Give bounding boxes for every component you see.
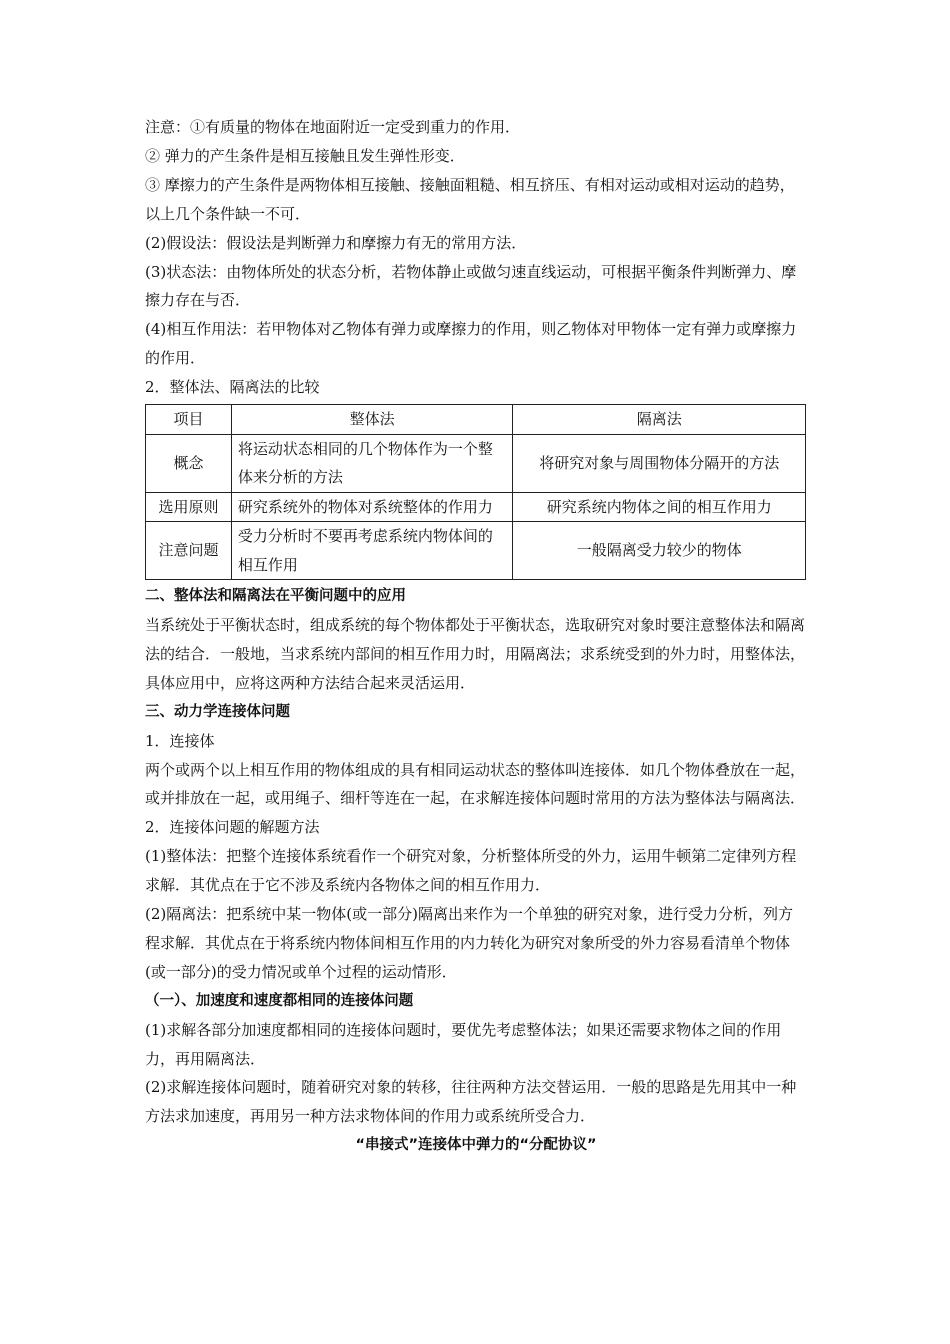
note-line-1: 注意：①有质量的物体在地面附近一定受到重力的作用． <box>145 118 521 136</box>
table-header-isolate: 隔离法 <box>513 405 806 435</box>
solution-methods-heading: 2．连接体问题的解题方法 <box>145 818 320 837</box>
comparison-table <box>145 404 806 580</box>
comparison-heading: 2．整体法、隔离法的比较 <box>145 378 320 397</box>
table-cell: 将运动状态相同的几个物体作为一个整体来分析的方法 <box>231 434 513 492</box>
table-cell: 选用原则 <box>146 492 232 522</box>
table-cell: 注意问题 <box>146 522 232 580</box>
connected-body-heading: 1．连接体 <box>145 731 215 750</box>
subsection-1-heading: （一）、加速度和速度都相同的连接体问题 <box>145 992 414 1009</box>
table-cell: 受力分析时不要再考虑系统内物体间的相互作用 <box>231 522 513 580</box>
section-2-heading: 二、整体法和隔离法在平衡问题中的应用 <box>145 588 406 605</box>
note-line-3: ③ 摩擦力的产生条件是两物体相互接触、接触面粗糙、相互挤压、有相对运动或相对运动的趋势，以上几个条件缺一不可． <box>145 175 795 223</box>
table-header-row <box>146 405 806 435</box>
table-header-item: 项目 <box>146 405 232 435</box>
table-row <box>146 492 806 522</box>
isolation-method-text: (2)隔离法：把系统中某一物体(或一部分)隔离出来作为一个单独的研究对象，进行受力分析，列方程求解．其优点在于将系统内物体间相互作用的内力转化为研究对象所受的外力容易看清单个物体(或一部分)的受力情况或单个过程的运动情形． <box>145 905 793 981</box>
center-title: “串接式”连接体中弹力的“分配协议” <box>355 1137 597 1154</box>
section-2-text: 当系统处于平衡状态时，组成系统的每个物体都处于平衡状态，选取研究对象时要注意整体法和隔离法的结合．一般地，当求系统内部间的相互作用力时，用隔离法；求系统受到的外力时，用整体法，具体应用中，应将这两种方法结合起来灵活运用． <box>145 615 806 692</box>
table-cell: 一般隔离受力较少的物体 <box>513 522 806 580</box>
note-line-2: ② 弹力的产生条件是相互接触且发生弹性形变． <box>145 146 465 165</box>
table-row <box>146 522 806 580</box>
table-cell: 研究系统外的物体对系统整体的作用力 <box>231 492 513 522</box>
subsection-1-p1: (1)求解各部分加速度都相同的连接体问题时，要优先考虑整体法；如果还需要求物体之间的作用力，再用隔离法． <box>145 1020 782 1068</box>
table-cell: 概念 <box>146 434 232 492</box>
subsection-1-p2: (2)求解连接体问题时，随着研究对象的转移，往往两种方法交替运用．一般的思路是先用其中一种方法求加速度，再用另一种方法求物体间的作用力或系统所受合力． <box>145 1078 797 1126</box>
table-header-whole: 整体法 <box>231 405 513 435</box>
document-body <box>145 113 807 1160</box>
table-cell: 研究系统内物体之间的相互作用力 <box>513 492 806 522</box>
assumption-method: (2)假设法：假设法是判断弹力和摩擦力有无的常用方法． <box>145 233 527 252</box>
state-method: (3)状态法：由物体所处的状态分析，若物体静止或做匀速直线运动，可根据平衡条件判断弹力、摩擦力存在与否． <box>145 262 797 310</box>
whole-method-text: (1)整体法：把整个连接体系统看作一个研究对象，分析整体所受的外力，运用牛顿第二定律列方程求解．其优点在于它不涉及系统内各物体之间的相互作用力． <box>145 847 797 895</box>
table-cell: 将研究对象与周围物体分隔开的方法 <box>513 434 806 492</box>
table-row <box>146 434 806 492</box>
section-3-heading: 三、动力学连接体问题 <box>145 703 290 720</box>
connected-body-text: 两个或两个以上相互作用的物体组成的具有相同运动状态的整体叫连接体．如几个物体叠放在一起，或并排放在一起，或用绳子、细杆等连在一起，在求解连接体问题时常用的方法为整体法与隔离法． <box>145 760 806 808</box>
interaction-method: (4)相互作用法：若甲物体对乙物体有弹力或摩擦力的作用，则乙物体对甲物体一定有弹力或摩擦力的作用． <box>145 320 797 368</box>
